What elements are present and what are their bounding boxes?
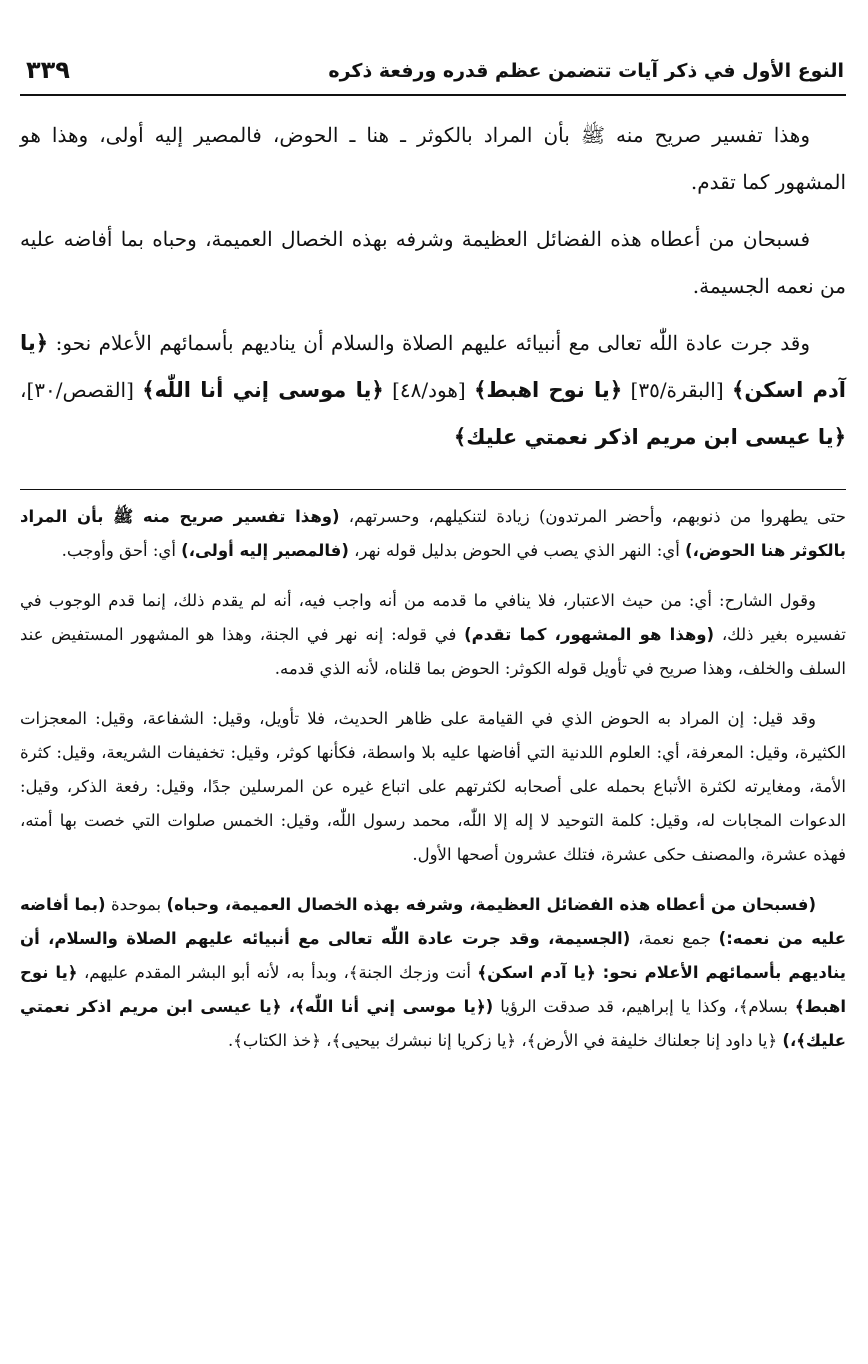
main-paragraph-3 [20, 320, 846, 461]
commentary-quoted-text: (وهذا تفسير صريح منه ﷺ بأن المراد بالكوثر هنا الحوض،) [20, 507, 846, 560]
commentary-text: أي: أحق وأوجب. [61, 541, 182, 560]
commentary-text: وقول الشارح: أي: من حيث الاعتبار، فلا ينافي ما قدمه من أنه واجب فيه، أنه لم يقدم ذلك، إنما قدم الوجوب في تفسيره بغير ذلك، [20, 591, 846, 644]
commentary-quoted-text: ﴿يا نوح اهبط﴾ [20, 963, 846, 1016]
commentary-block [20, 500, 846, 1074]
commentary-paragraph-4 [20, 888, 846, 1058]
quran-quote-isa: ﴿يا عيسى ابن مريم اذكر نعمتي عليك﴾ [453, 425, 846, 449]
commentary-paragraph-1 [20, 500, 846, 568]
quran-ref-qasas: [القصص/٣٠]، [20, 378, 143, 402]
quran-ref-baqara: [البقرة/٣٥] [622, 378, 733, 402]
commentary-paragraph-2 [20, 584, 846, 686]
page-number: ٣٣٩ [26, 56, 70, 84]
commentary-quoted-text: (فالمصير إليه أولى،) [181, 541, 349, 560]
commentary-quoted-text: (بما أفاضه عليه من نعمه:) [20, 895, 846, 948]
book-page [20, 0, 846, 1364]
main-paragraph-1: وهذا تفسير صريح منه ﷺ بأن المراد بالكوثر ـ هنا ـ الحوض، فالمصير إليه أولى، وهذا هو المشهور كما تقدم. [20, 123, 846, 194]
commentary-text: بسلام﴾، وكذا يا إبراهيم، قد صدقت الرؤيا [493, 997, 795, 1016]
main-paragraph-3-intro: وقد جرت عادة اللّٰه تعالى مع أنبيائه عليهم الصلاة والسلام أن يناديهم بأسمائهم الأعلام نحو: [48, 331, 810, 355]
footnote-divider [20, 489, 846, 490]
commentary-text: ﴿يا داود إنا جعلناك خليفة في الأرض﴾، ﴿يا زكريا إنا نبشرك بيحيى﴾، ﴿خذ الكتاب﴾. [227, 1031, 783, 1050]
commentary-quoted-text: (﴿يا موسى إني أنا اللّٰه﴾، ﴿يا عيسى ابن مريم اذكر نعمتي عليك﴾،) [20, 997, 846, 1050]
quran-quote-adam: ﴿يا آدم اسكن﴾ [20, 331, 847, 402]
commentary-text: أنت وزجك الجنة﴾، وبدأ به، لأنه أبو البشر المقدم عليهم، [77, 963, 478, 982]
running-head [20, 54, 846, 96]
commentary-quoted-text: (وهذا هو المشهور، كما تقدم) [464, 625, 715, 644]
commentary-text: جمع نعمة، [630, 929, 719, 948]
commentary-text: بموحدة [105, 895, 167, 914]
commentary-quoted-text: (فسبحان من أعطاه هذه الفضائل العظيمة، وشرفه بهذه الخصال العميمة، وحباه) [166, 895, 816, 914]
commentary-quoted-text: (الجسيمة، وقد جرت عادة اللّٰه تعالى مع أنبيائه عليهم الصلاة والسلام، أن يناديهم بأسمائهم الأعلام نحو: ﴿يا آدم اسكن﴾ [20, 929, 846, 982]
main-text-block [20, 112, 846, 471]
commentary-text: في قوله: إنه نهر في الجنة، وهذا هو المشهور المستفيض عند السلف والخلف، وهذا صريح في تأويل قوله الكوثر: الحوض بما قلناه، لأنه الذي قدمه. [20, 625, 846, 678]
chapter-title: النوع الأول في ذكر آيات تتضمن عظم قدره ورفعة ذكره [328, 60, 844, 82]
commentary-text: أي: النهر الذي يصب في الحوض بدليل قوله نهر، [348, 541, 686, 560]
quran-ref-hud: [هود/٤٨] [383, 378, 475, 402]
main-paragraph-2: فسبحان من أعطاه هذه الفضائل العظيمة وشرفه بهذه الخصال العميمة، وحباه بما أفاضه عليه من نعمه الجسيمة. [20, 227, 846, 298]
commentary-paragraph-3: وقد قيل: إن المراد به الحوض الذي في القيامة على ظاهر الحديث، فلا تأويل، وقيل: الشفاعة، وقيل: المعجزات الكثيرة، وقيل: المعرفة، أي: العلوم اللدنية التي أفاضها عليه بلا واسطة، فكأنها كوثر، وقيل: تخفيفات الشريعة، وقيل: كثرة الأمة، ومغايرته لكثرة الأتباع بحمله على أصحابه لكثرتهم على اتباع غيره عن المرسلين جدًا، وقيل: رفعة الذكر، وقيل: الدعوات المجابات له، وقيل: كلمة التوحيد لا إله إلا اللّٰه، محمد رسول اللّٰه، وقيل: الخمس صلوات التي خصت بها أمته، فهذه عشرة، والمصنف حكى عشرة، فتلك عشرون أصحها الأول. [20, 709, 846, 864]
quran-quote-nuh: ﴿يا نوح اهبط﴾ [474, 378, 623, 402]
quran-quote-musa: ﴿يا موسى إني أنا اللّٰه﴾ [142, 378, 384, 402]
commentary-text: حتى يطهروا من ذنوبهم، وأحضر المرتدون) زيادة لتنكيلهم، وحسرتهم، [339, 507, 846, 526]
